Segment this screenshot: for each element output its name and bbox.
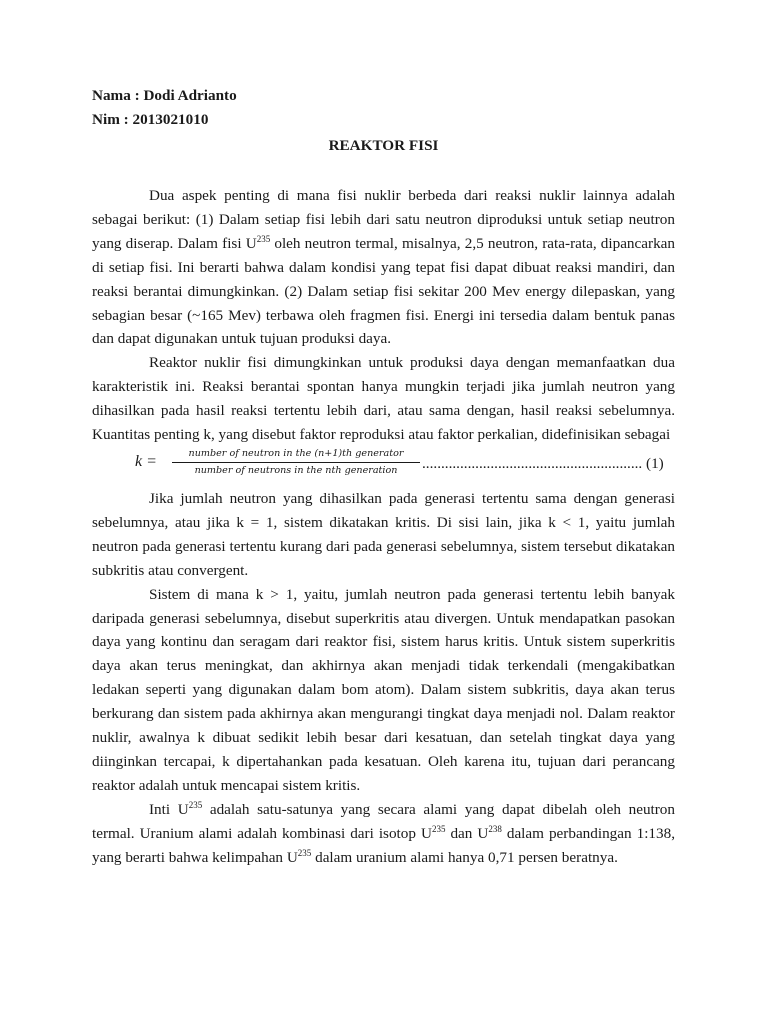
paragraph-3: Jika jumlah neutron yang dihasilkan pada generasi tertentu sama dengan generasi sebelumnya, atau jika k = 1, sistem dikatakan kritis. Di sisi lain, jika k < 1, yaitu jumlah neutron pada generasi tertentu kurang dari pada generasi sebelumnya, sistem tersebut dikatakan subkritis atau convergent.	[92, 489, 675, 579]
document-title: REAKTOR FISI	[328, 137, 439, 154]
equation-1	[92, 447, 675, 487]
equation-number: .......................................................... (1)	[422, 454, 664, 472]
paragraph-4: Sistem di mana k > 1, yaitu, jumlah neutron pada generasi tertentu lebih banyak daripada generasi sebelumnya, disebut superkritis atau divergen. Untuk mendapatkan pasokan daya yang kontinu dan seragam dari reaktor fisi, sistem harus kritis. Untuk sistem superkritis daya akan terus meningkat, dan akhirnya akan menjadi tidak terkendali (mengakibatkan ledakan seperti yang digunakan dalam bom atom). Dalam sistem subkritis, daya akan terus berkurang dan sistem pada akhirnya akan mengurangi tingkat daya menjadi nol. Dalam reaktor nuklir, awalnya k dibuat sedikit lebih besar dari kesatuan, dan setelah tingkat daya yang diinginkan tercapai, k dipertahankan pada kesatuan. Oleh karena itu, tujuan dari perancang reaktor adalah untuk mencapai sistem kritis.	[92, 585, 675, 794]
equation-numerator: number of neutron in the (n+1)th generator	[172, 447, 420, 463]
equation-fraction	[172, 447, 420, 478]
paragraph-1: Dua aspek penting di mana fisi nuklir berbeda dari reaksi nuklir lainnya adalah sebagai berikut: (1) Dalam setiap fisi lebih dari satu neutron diproduksi untuk setiap neutron yang diserap. Dalam fisi $U^{235}$ oleh neutron termal, misalnya, 2,5 neutron, rata-rata, dipancarkan di setiap fisi. Ini berarti bahwa dalam kondisi yang tepat fisi dapat dibuat reaksi mandiri, dan reaksi berantai dimungkinkan. (2) Dalam setiap fisi sekitar 200 Mev energy dilepaskan, yang sebagian besar (~165 Mev) terbawa oleh fragmen fisi. Energi ini tersedia dalam bentuk panas dan dapat digunakan untuk tujuan produksi daya.	[92, 187, 675, 348]
equation-denominator: number of neutrons in the nth generation	[194, 464, 398, 476]
equation-lhs: k =	[135, 452, 157, 470]
paragraph-2: Reaktor nuklir fisi dimungkinkan untuk produksi daya dengan memanfaatkan dua karakteristik ini. Reaksi berantai spontan hanya mungkin terjadi jika jumlah neutron yang dihasilkan pada hasil reaksi tertentu lebih dari, atau sama dengan, hasil reaksi sebelumnya. Kuantitas penting k, yang disebut faktor reproduksi atau faktor perkalian, didefinisikan sebagai	[92, 354, 675, 444]
document-page	[92, 84, 675, 869]
student-id: Nim : 2013021010	[92, 111, 209, 128]
paragraph-5: Inti $U^{235}$ adalah satu-satunya yang secara alami yang dapat dibelah oleh neutron termal. Uranium alami adalah kombinasi dari isotop $U^{235}$ dan $U^{238}$ dalam perbandingan 1:138, yang berarti bahwa kelimpahan $U^{235}$ dalam uranium alami hanya 0,71 persen beratnya.	[92, 799, 675, 866]
author-name: Nama : Dodi Adrianto	[92, 87, 237, 104]
